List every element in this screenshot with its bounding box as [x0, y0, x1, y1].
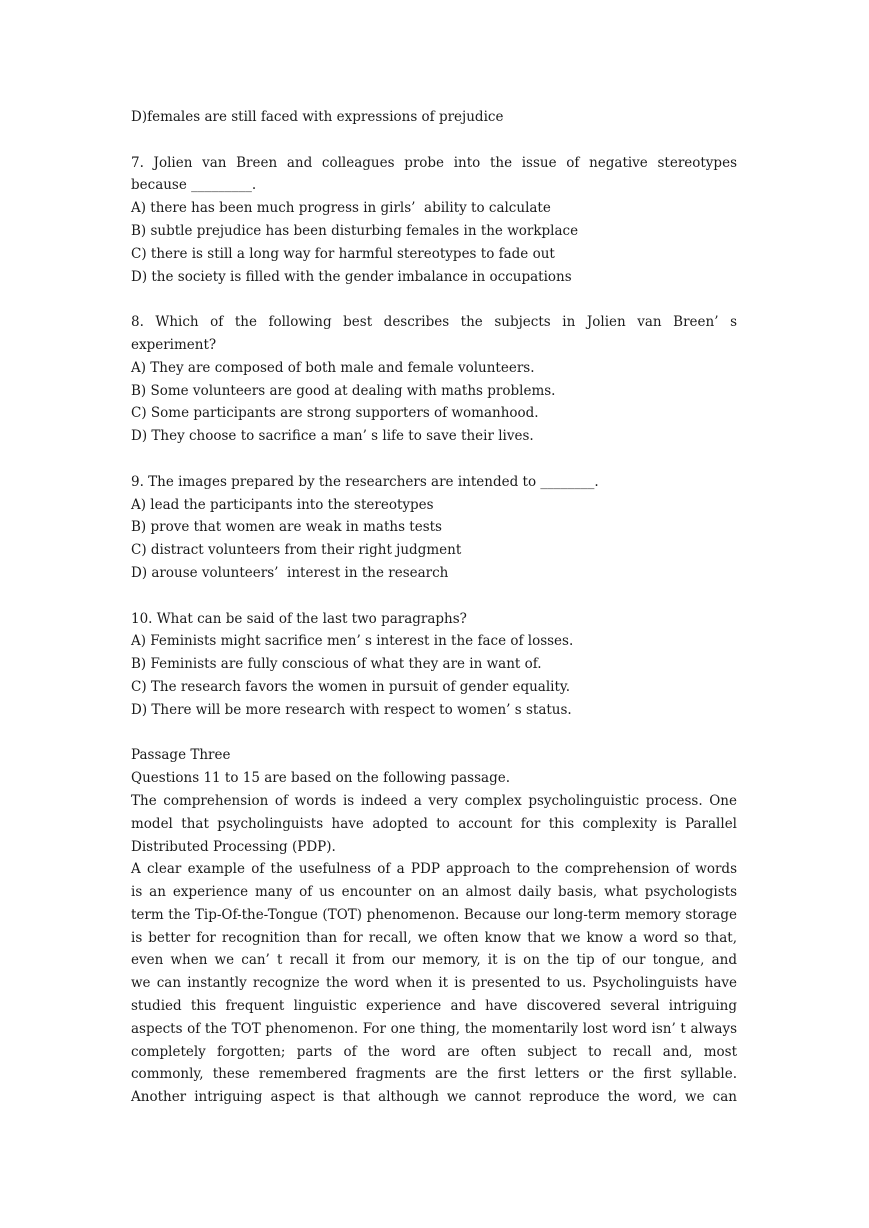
- passage-line: is better for recognition than for recall, we often know that we know a word so that,: [131, 929, 737, 946]
- q7-option-a: A) there has been much progress in girls’ ability to calculate: [131, 200, 551, 217]
- q8-option-c: C) Some participants are strong supporters of womanhood.: [131, 405, 539, 422]
- q8-option-d: D) They choose to sacrifice a man’ s life to save their lives.: [131, 428, 534, 445]
- passage-line: model that psycholinguists have adopted to account for this complexity is Parallel: [131, 815, 737, 832]
- passage-line: commonly, these remembered fragments are the first letters or the first syllable.: [131, 1066, 737, 1083]
- passage-line: aspects of the TOT phenomenon. For one thing, the momentarily lost word isn’ t always: [131, 1020, 737, 1037]
- q8-stem-cont: experiment?: [131, 336, 217, 353]
- q6-option-d: D)females are still faced with expressions of prejudice: [131, 109, 504, 125]
- spacer: [131, 585, 737, 608]
- q9-option-d: D) arouse volunteers’ interest in the research: [131, 564, 449, 581]
- q10-option-c: C) The research favors the women in pursuit of gender equality.: [131, 678, 571, 695]
- q10-stem: 10. What can be said of the last two paragraphs?: [131, 610, 467, 627]
- passage-body: [131, 790, 737, 1109]
- q7-option-c: C) there is still a long way for harmful stereotypes to fade out: [131, 245, 555, 262]
- spacer: [131, 129, 737, 152]
- q8-option-a: A) They are composed of both male and female volunteers.: [131, 359, 535, 376]
- q9-option-a: A) lead the participants into the stereotypes: [131, 496, 434, 513]
- passage-line: Another intriguing aspect is that although we cannot reproduce the word, we can: [131, 1089, 737, 1106]
- passage-line: Distributed Processing (PDP).: [131, 838, 336, 855]
- document-page: [131, 106, 737, 1109]
- passage-line: The comprehension of words is indeed a very complex psycholinguistic process. One: [131, 792, 737, 809]
- passage-line: term the Tip-Of-the-Tongue (TOT) phenomenon. Because our long-term memory storage: [131, 906, 737, 923]
- passage-intro: Questions 11 to 15 are based on the following passage.: [131, 770, 510, 787]
- passage-line: A clear example of the usefulness of a PDP approach to the comprehension of words: [131, 861, 737, 878]
- q8-stem: 8. Which of the following best describes the subjects in Jolien van Breen’ s: [131, 314, 737, 331]
- passage-line: is an experience many of us encounter on an almost daily basis, what psychologists: [131, 884, 737, 901]
- spacer: [131, 288, 737, 311]
- passage-line: studied this frequent linguistic experience and have discovered several intriguing: [131, 998, 737, 1015]
- q9-option-b: B) prove that women are weak in maths tests: [131, 519, 442, 536]
- q10-option-a: A) Feminists might sacrifice men’ s interest in the face of losses.: [131, 633, 574, 650]
- q8-option-b: B) Some volunteers are good at dealing with maths problems.: [131, 382, 556, 399]
- spacer: [131, 448, 737, 471]
- q7-stem-cont: because _________.: [131, 177, 257, 194]
- q7-stem: 7. Jolien van Breen and colleagues probe into the issue of negative stereotypes: [131, 154, 737, 171]
- passage-line: completely forgotten; parts of the word are often subject to recall and, most: [131, 1043, 737, 1060]
- q9-stem: 9. The images prepared by the researchers are intended to ________.: [131, 473, 599, 490]
- passage-line: we can instantly recognize the word when it is presented to us. Psycholinguists have: [131, 975, 737, 992]
- q10-option-d: D) There will be more research with respect to women’ s status.: [131, 701, 572, 718]
- q7-option-d: D) the society is filled with the gender imbalance in occupations: [131, 268, 572, 285]
- q9-option-c: C) distract volunteers from their right judgment: [131, 542, 462, 559]
- q7-option-b: B) subtle prejudice has been disturbing females in the workplace: [131, 222, 579, 239]
- passage-title: Passage Three: [131, 747, 231, 764]
- spacer: [131, 722, 737, 745]
- q10-option-b: B) Feminists are fully conscious of what they are in want of.: [131, 656, 542, 673]
- passage-line: even when we can’ t recall it from our memory, it is on the tip of our tongue, and: [131, 952, 737, 969]
